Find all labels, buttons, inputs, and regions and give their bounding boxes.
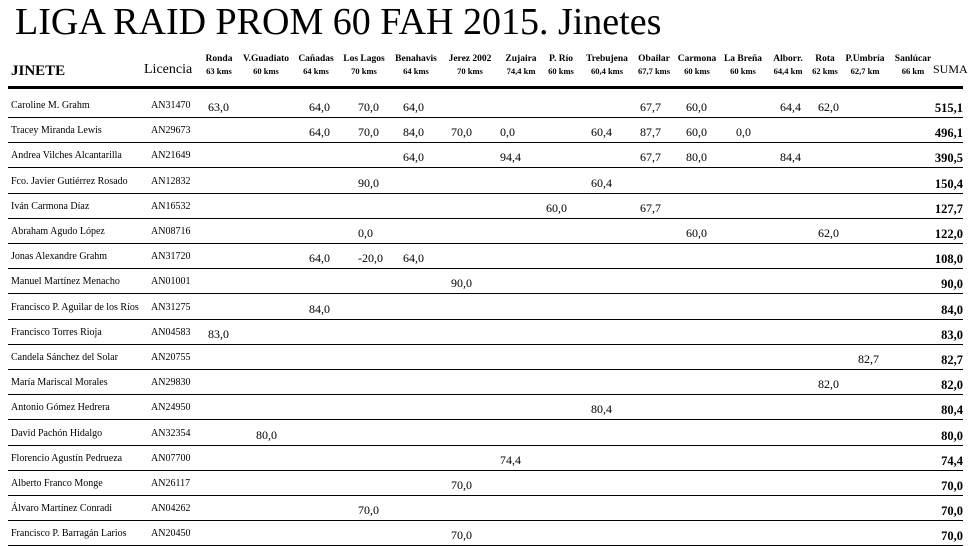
race-score: 60,0 bbox=[686, 100, 707, 114]
race-distance: 60 kms bbox=[730, 66, 756, 76]
race-name: Benahavis bbox=[395, 54, 437, 64]
race-score: 64,4 bbox=[780, 100, 801, 114]
race-score: 70,0 bbox=[451, 125, 472, 140]
race-name: Obailar bbox=[638, 54, 670, 64]
race-header bbox=[883, 53, 943, 77]
race-name: Rota bbox=[815, 54, 835, 64]
race-name: Jerez 2002 bbox=[448, 54, 492, 64]
race-score: 84,0 bbox=[403, 125, 424, 140]
table-row bbox=[8, 394, 963, 420]
rider-name: Antonio Gómez Hedrera bbox=[11, 402, 110, 414]
race-score: 64,0 bbox=[309, 125, 330, 140]
race-score: 70,0 bbox=[358, 503, 379, 518]
race-score: 60,0 bbox=[546, 200, 567, 215]
race-score: 74,4 bbox=[500, 452, 521, 467]
race-header bbox=[334, 53, 394, 77]
rider-name: Francisco P. Barragán Larios bbox=[11, 528, 127, 540]
race-score: -20,0 bbox=[358, 251, 383, 266]
rider-name: Tracey Miranda Lewis bbox=[11, 125, 102, 137]
race-score: 90,0 bbox=[358, 175, 379, 190]
race-distance: 74,4 km bbox=[506, 66, 536, 76]
page-title: LIGA RAID PROM 60 FAH 2015. Jinetes bbox=[15, 1, 662, 43]
race-score: 90,0 bbox=[451, 276, 472, 291]
race-distance: 64 kms bbox=[303, 66, 329, 76]
table-row bbox=[8, 470, 963, 496]
race-score: 70,0 bbox=[451, 478, 472, 492]
race-distance: 66 km bbox=[901, 66, 925, 76]
table-row bbox=[8, 268, 963, 294]
total-score: 515,1 bbox=[934, 101, 963, 115]
total-score: 70,0 bbox=[941, 529, 963, 544]
total-score: 83,0 bbox=[941, 327, 963, 342]
race-score: 60,4 bbox=[591, 125, 612, 140]
total-score: 82,0 bbox=[941, 378, 963, 393]
race-score: 70,0 bbox=[451, 528, 472, 543]
table-row bbox=[8, 495, 963, 521]
table-row bbox=[8, 168, 963, 194]
rider-licence: AN29673 bbox=[151, 125, 191, 137]
table-row bbox=[8, 420, 963, 446]
header-jinete: JINETE bbox=[11, 63, 66, 79]
race-name: Trebujena bbox=[586, 54, 628, 64]
table-row bbox=[8, 142, 963, 168]
rider-name: Álvaro Martínez Conradi bbox=[11, 503, 113, 515]
race-score: 0,0 bbox=[736, 125, 751, 140]
race-distance: 60,4 kms bbox=[590, 66, 624, 76]
race-score: 0,0 bbox=[500, 125, 515, 140]
race-distance: 64,4 km bbox=[773, 66, 803, 76]
total-score: 127,7 bbox=[934, 201, 963, 216]
rider-licence: AN20450 bbox=[151, 528, 191, 540]
table-row bbox=[8, 294, 963, 320]
total-score: 84,0 bbox=[941, 302, 963, 317]
rider-licence: AN32354 bbox=[151, 427, 191, 439]
race-score: 82,7 bbox=[858, 352, 879, 366]
race-distance: 62,7 km bbox=[850, 66, 880, 76]
race-distance: 62 kms bbox=[812, 66, 838, 76]
race-name: Sanlúcar bbox=[894, 54, 932, 64]
race-score: 62,0 bbox=[818, 100, 839, 114]
rider-name: Florencio Agustín Pedrueza bbox=[11, 452, 123, 464]
table-row bbox=[8, 243, 963, 269]
race-name: Los Lagos bbox=[343, 54, 385, 64]
race-score: 67,7 bbox=[640, 150, 661, 165]
rider-licence: AN08716 bbox=[151, 226, 191, 237]
rider-licence: AN31470 bbox=[151, 100, 191, 111]
total-score: 150,4 bbox=[934, 176, 963, 191]
header-suma: SUMA bbox=[933, 62, 968, 76]
rider-licence: AN16532 bbox=[151, 200, 191, 212]
race-score: 94,4 bbox=[500, 150, 521, 165]
table-row bbox=[8, 520, 963, 546]
total-score: 108,0 bbox=[934, 252, 963, 267]
race-score: 67,7 bbox=[640, 200, 661, 215]
race-score: 87,7 bbox=[640, 125, 661, 140]
rider-name: Alberto Franco Monge bbox=[11, 478, 103, 489]
rider-licence: AN01001 bbox=[151, 276, 191, 288]
rider-name: Francisco P. Aguilar de los Ríos bbox=[11, 301, 139, 313]
race-score: 82,0 bbox=[818, 377, 839, 392]
race-score: 70,0 bbox=[358, 125, 379, 140]
race-score: 67,7 bbox=[640, 100, 661, 114]
rider-licence: AN29830 bbox=[151, 377, 191, 389]
rider-name: Manuel Martínez Menacho bbox=[11, 276, 120, 288]
rider-licence: AN12832 bbox=[151, 175, 191, 187]
total-score: 80,0 bbox=[941, 428, 963, 443]
race-distance: 67,7 kms bbox=[637, 66, 671, 76]
table-row bbox=[8, 193, 963, 219]
race-distance: 70 kms bbox=[351, 66, 377, 76]
race-name: P.Umbría bbox=[845, 54, 885, 64]
rider-name: Abraham Agudo López bbox=[11, 226, 105, 237]
race-distance: 60 kms bbox=[253, 66, 279, 76]
total-score: 80,4 bbox=[941, 403, 963, 418]
total-score: 122,0 bbox=[934, 227, 963, 241]
race-name: La Breña bbox=[723, 54, 763, 64]
race-name: V.Guadiato bbox=[242, 54, 290, 64]
total-score: 70,0 bbox=[941, 504, 963, 519]
race-score: 60,0 bbox=[686, 226, 707, 240]
table-row bbox=[8, 369, 963, 395]
race-score: 83,0 bbox=[208, 326, 229, 341]
rider-name: Francisco Torres Rioja bbox=[11, 326, 102, 338]
rider-licence: AN04583 bbox=[151, 326, 191, 338]
race-score: 62,0 bbox=[818, 226, 839, 240]
race-score: 64,0 bbox=[403, 150, 424, 165]
race-name: Carmona bbox=[677, 54, 717, 64]
rider-licence: AN24950 bbox=[151, 402, 191, 414]
rider-licence: AN07700 bbox=[151, 452, 191, 464]
table-row bbox=[8, 218, 963, 244]
total-score: 82,7 bbox=[941, 353, 963, 367]
rider-name: María Mariscal Morales bbox=[11, 377, 108, 389]
race-score: 60,0 bbox=[686, 125, 707, 140]
rider-name: Caroline M. Grahm bbox=[11, 100, 90, 111]
rider-name: Candela Sánchez del Solar bbox=[11, 352, 118, 363]
race-name: Ronda bbox=[205, 54, 233, 64]
race-distance: 70 kms bbox=[457, 66, 483, 76]
rider-licence: AN04262 bbox=[151, 503, 191, 515]
race-score: 64,0 bbox=[309, 251, 330, 266]
race-score: 64,0 bbox=[309, 100, 330, 114]
race-score: 80,0 bbox=[256, 427, 277, 442]
header-licencia: Licencia bbox=[144, 62, 193, 77]
race-distance: 60 kms bbox=[684, 66, 710, 76]
total-score: 90,0 bbox=[941, 277, 963, 292]
race-score: 64,0 bbox=[403, 251, 424, 266]
race-score: 60,4 bbox=[591, 175, 612, 190]
rider-name: Iván Carmona Díaz bbox=[11, 200, 90, 212]
race-distance: 60 kms bbox=[548, 66, 574, 76]
race-score: 80,4 bbox=[591, 402, 612, 417]
race-name: Zujaira bbox=[505, 54, 537, 64]
total-score: 70,0 bbox=[941, 479, 963, 493]
race-score: 70,0 bbox=[358, 100, 379, 114]
race-distance: 63 kms bbox=[206, 66, 232, 76]
race-score: 64,0 bbox=[403, 100, 424, 114]
rider-licence: AN31720 bbox=[151, 251, 191, 263]
total-score: 390,5 bbox=[934, 151, 963, 166]
race-score: 84,0 bbox=[309, 301, 330, 316]
table-row bbox=[8, 92, 963, 118]
race-score: 80,0 bbox=[686, 150, 707, 165]
table-row bbox=[8, 344, 963, 370]
race-header bbox=[386, 53, 446, 77]
rider-name: David Pachón Hidalgo bbox=[11, 427, 103, 439]
race-score: 84,4 bbox=[780, 150, 801, 165]
header-divider bbox=[8, 86, 963, 89]
race-name: Alborr. bbox=[773, 54, 803, 64]
rider-name: Andrea Vilches Alcantarilla bbox=[11, 150, 122, 162]
table-row bbox=[8, 117, 963, 143]
rider-licence: AN31275 bbox=[151, 301, 191, 313]
race-name: P. Río bbox=[549, 54, 573, 64]
rider-name: Jonas Alexandre Grahm bbox=[11, 251, 108, 263]
rider-licence: AN21649 bbox=[151, 150, 191, 162]
table-row bbox=[8, 319, 963, 345]
table-row bbox=[8, 445, 963, 471]
race-name: Cañadas bbox=[298, 54, 334, 64]
rider-name: Fco. Javier Gutiérrez Rosado bbox=[11, 175, 128, 187]
rider-licence: AN26117 bbox=[151, 478, 191, 489]
rider-licence: AN20755 bbox=[151, 352, 191, 363]
race-score: 0,0 bbox=[358, 226, 373, 240]
race-distance: 64 kms bbox=[403, 66, 429, 76]
total-score: 496,1 bbox=[934, 126, 963, 141]
total-score: 74,4 bbox=[941, 453, 963, 468]
race-score: 63,0 bbox=[208, 100, 229, 114]
